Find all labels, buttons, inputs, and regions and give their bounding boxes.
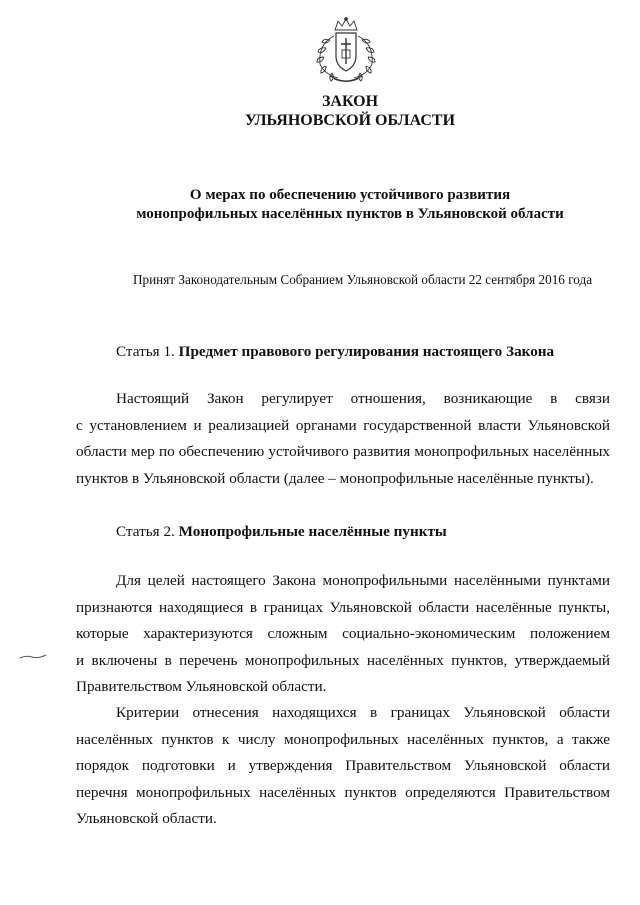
text-line: Настоящий Закон регулирует отношения, возникающие в связи — [116, 390, 610, 407]
article-2-prefix: Статья 2. — [116, 523, 179, 540]
article-1-title: Предмет правового регулирования настоящего Закона — [178, 343, 555, 360]
adoption-note: Принят Законодательным Собранием Ульяновской области 22 сентября 2016 года — [133, 272, 593, 287]
article-2-title: Монопрофильные населённые пункты — [178, 523, 447, 540]
article-1-heading — [116, 342, 554, 362]
article-1-paragraph-1 — [76, 386, 610, 492]
text-line: Правительством Ульяновской области. — [76, 678, 327, 695]
document-title-line-2: монопрофильных населённых пунктов в Ульяновской области — [136, 206, 564, 222]
text-line: Критерии отнесения находящихся в границах Ульяновской области — [116, 704, 610, 721]
text-line: признаются находящиеся в границах Ульяновской области населённые пункты, — [76, 598, 610, 616]
text-line: населённых пунктов к числу монопрофильных населённых пунктов, а также — [76, 730, 610, 748]
text-line: Для целей настоящего Закона монопрофильными населёнными пунктами — [116, 572, 610, 589]
text-line: перечня монопрофильных населённых пунктов определяются Правительством — [76, 783, 610, 801]
text-line: и включены в перечень монопрофильных населённых пунктов, утверждаемый — [76, 651, 610, 669]
coat-of-arms-emblem — [308, 16, 384, 86]
law-title-line-1: ЗАКОН — [321, 93, 379, 110]
law-title — [0, 92, 640, 130]
law-title-line-2: УЛЬЯНОВСКОЙ ОБЛАСТИ — [244, 112, 456, 129]
article-2-paragraph-1 — [76, 568, 610, 701]
text-line: пунктов в Ульяновской области (далее – монопрофильные населённые пункты). — [76, 469, 594, 487]
text-line: порядок подготовки и утверждения Правительством Ульяновской области — [76, 757, 610, 774]
text-line: Ульяновской области. — [76, 810, 217, 827]
article-2-paragraph-2 — [76, 700, 610, 833]
article-1-prefix: Статья 1. — [116, 343, 179, 360]
text-line: которые характеризуются сложным социально-экономическим положением — [76, 625, 610, 642]
document-title — [0, 186, 640, 224]
text-line: с установлением и реализацией органами государственной власти Ульяновской — [76, 416, 610, 434]
text-line: области мер по обеспечению устойчивого развития монопрофильных населённых — [76, 443, 610, 460]
article-2-heading — [116, 522, 447, 542]
document-title-line-1: О мерах по обеспечению устойчивого развития — [189, 187, 511, 203]
scan-artifact-mark — [18, 652, 48, 662]
